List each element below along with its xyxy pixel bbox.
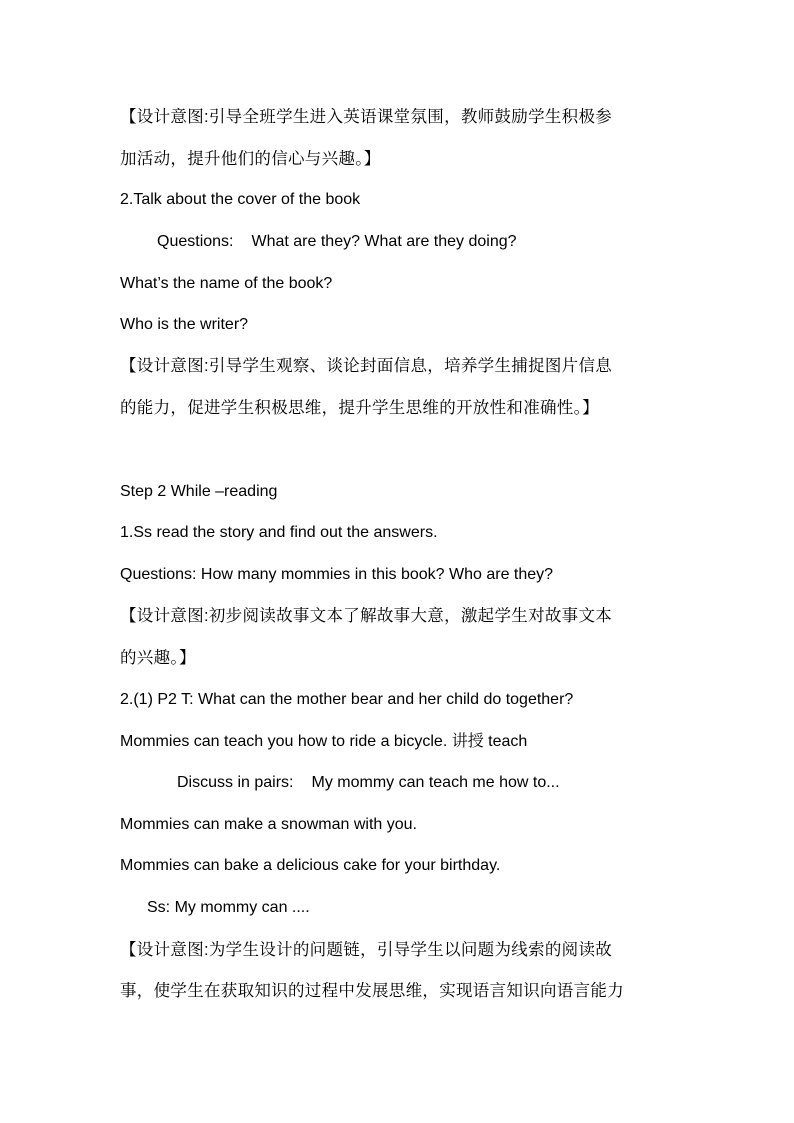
mommies-snowman: Mommies can make a snowman with you. xyxy=(120,816,417,833)
design-intent-1-line-2: 加活动，提升他们的信心与兴趣。】 xyxy=(120,150,381,168)
cover-question-book-name: What’s the name of the book? xyxy=(120,275,333,292)
discuss-label: Discuss in pairs: xyxy=(177,774,294,791)
design-intent-1-line-1: 【设计意图:引导全班学生进入英语课堂氛围，教师鼓励学生积极参 xyxy=(120,108,613,126)
cover-question-writer: Who is the writer? xyxy=(120,316,249,333)
questions-label: Questions: xyxy=(157,233,234,250)
mommies-cake: Mommies can bake a delicious cake for your birthday. xyxy=(120,857,501,874)
step-1-item-2-heading: 2.Talk about the cover of the book xyxy=(120,191,361,208)
design-intent-4-line-1: 【设计意图:为学生设计的问题链，引导学生以问题为线索的阅读故 xyxy=(120,941,613,959)
design-intent-3-line-1: 【设计意图:初步阅读故事文本了解故事大意，激起学生对故事文本 xyxy=(120,607,613,625)
step-2-item-2-heading: 2.(1) P2 T: What can the mother bear and her child do together? xyxy=(120,691,574,708)
cover-questions-text: What are they? What are they doing? xyxy=(251,233,517,250)
discuss-in-pairs-line xyxy=(177,773,560,793)
design-intent-2-line-1: 【设计意图:引导学生观察、谈论封面信息，培养学生捕捉图片信息 xyxy=(120,357,613,375)
students-response: Ss: My mommy can .... xyxy=(147,899,310,916)
design-intent-4-line-2: 事，使学生在获取知识的过程中发展思维，实现语言知识向语言能力 xyxy=(120,982,624,1000)
mommies-ride-bicycle: Mommies can teach you how to ride a bicycle. 讲授 teach xyxy=(120,733,528,750)
step-2-questions: Questions: How many mommies in this book? Who are they? xyxy=(120,566,554,583)
step-2-heading: Step 2 While –reading xyxy=(120,483,278,500)
cover-questions-line xyxy=(157,232,517,252)
design-intent-3-line-2: 的兴趣。】 xyxy=(120,649,196,667)
design-intent-2-line-2: 的能力，促进学生积极思维，提升学生思维的开放性和准确性。】 xyxy=(120,399,599,417)
discuss-text: My mommy can teach me how to... xyxy=(311,774,560,791)
step-2-item-1: 1.Ss read the story and find out the answers. xyxy=(120,524,438,541)
